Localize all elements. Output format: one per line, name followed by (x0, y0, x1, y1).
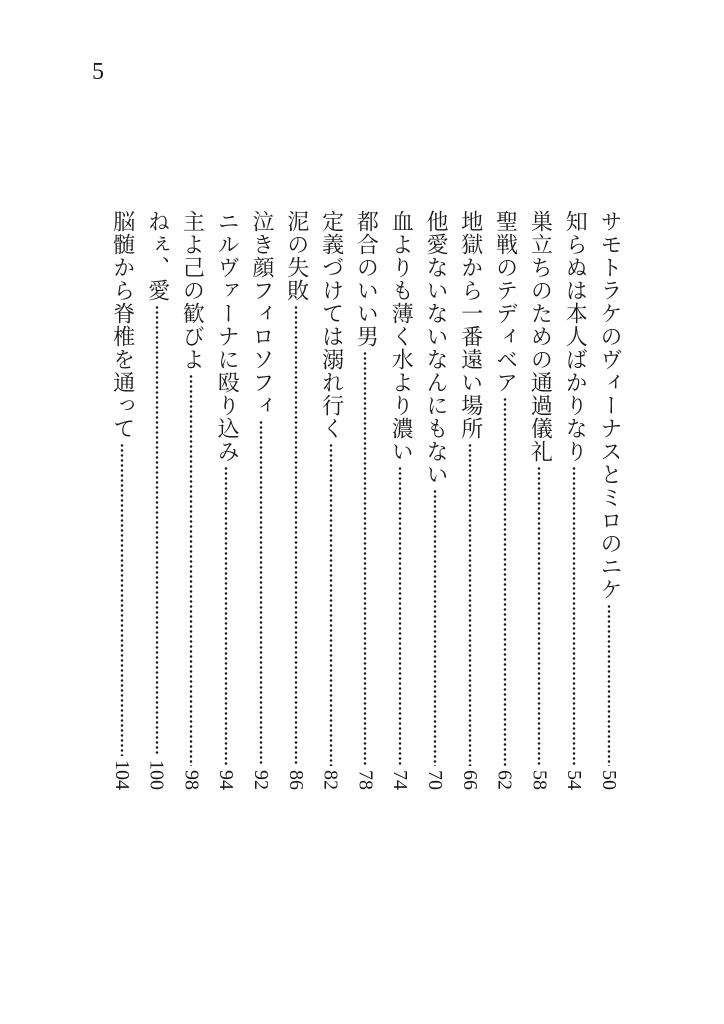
dotted-leader (120, 443, 124, 756)
toc-entry-page: 78 (354, 770, 377, 790)
dotted-leader (155, 305, 159, 756)
toc-entry-title: 巣立ちのための通過儀礼 (527, 210, 553, 463)
toc-entry (558, 210, 590, 790)
dotted-leader (468, 443, 472, 766)
toc-entry-page: 86 (284, 770, 307, 790)
dotted-leader (503, 397, 507, 766)
dotted-leader (294, 305, 298, 766)
dotted-leader (572, 466, 576, 766)
toc-entry (454, 210, 486, 790)
page-number: 5 (92, 59, 104, 85)
toc-entry-page: 98 (180, 770, 203, 790)
toc-entry-title: 脳髄から脊椎を通って (109, 210, 135, 440)
toc-entry (489, 210, 521, 790)
toc-entry-page: 54 (563, 770, 586, 790)
toc-entry (245, 210, 277, 790)
toc-entry-title: 定義づけては溺れ行く (318, 210, 344, 440)
toc-entry (210, 210, 242, 790)
dotted-leader (259, 420, 263, 766)
toc-entry (384, 210, 416, 790)
toc-entry-page: 62 (493, 770, 516, 790)
dotted-leader (607, 604, 611, 766)
dotted-leader (537, 466, 541, 766)
dotted-leader (433, 489, 437, 766)
toc-entry (419, 210, 451, 790)
dotted-leader (189, 374, 193, 766)
toc-entry (593, 210, 625, 790)
dotted-leader (363, 351, 367, 766)
toc-entry (175, 210, 207, 790)
toc-entry-page: 70 (424, 770, 446, 790)
toc-entry (280, 210, 312, 790)
toc-entry (349, 210, 381, 790)
toc-entry-page: 94 (215, 770, 238, 790)
toc-entry-title: 主よ己の歓びよ (179, 210, 205, 371)
toc-entry-title: ニルヴァーナに殴り込み (214, 210, 240, 463)
dotted-leader (224, 466, 228, 766)
toc-entry (523, 210, 555, 790)
toc-entry-page: 74 (389, 770, 412, 790)
toc-entry (141, 210, 173, 790)
toc-entry (106, 210, 138, 790)
dotted-leader (398, 466, 402, 766)
table-of-contents (100, 210, 630, 790)
toc-entry-page: 66 (458, 770, 481, 790)
toc-entry-title: 知らぬは本人ばかりなり (562, 210, 588, 463)
toc-entry-title: 泣き顔フィロソフィ (249, 210, 274, 417)
toc-entry-page: 100 (145, 760, 168, 790)
toc-entry-page: 92 (250, 770, 272, 790)
toc-entry-page: 104 (110, 760, 133, 790)
toc-entry-title: サモトラケのヴィーナスとミロのニケ (597, 210, 622, 601)
toc-entry-title: 泥の失敗 (283, 210, 309, 302)
toc-entry-title: ねぇ、愛 (144, 210, 170, 302)
toc-entry-page: 50 (598, 770, 620, 790)
toc-entry-title: 地獄から一番遠い場所 (457, 210, 483, 440)
toc-entry (315, 210, 347, 790)
toc-entry-title: 聖戦のテディベア (492, 210, 518, 394)
toc-entry-page: 58 (528, 770, 551, 790)
toc-entry-title: 都合のいい男 (353, 210, 379, 348)
toc-entry-page: 82 (319, 770, 342, 790)
toc-entry-title: 血よりも薄く水より濃い (388, 210, 414, 463)
dotted-leader (329, 443, 333, 766)
toc-entry-title: 他愛ないないなんにもない (423, 210, 448, 486)
